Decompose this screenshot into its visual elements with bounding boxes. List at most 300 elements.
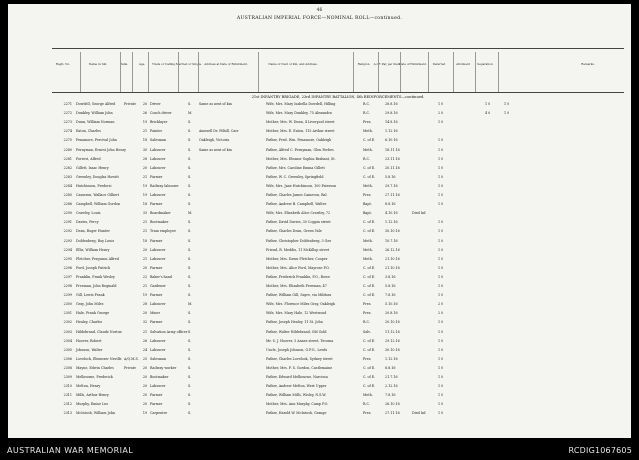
entry-trade: Miner xyxy=(150,311,161,316)
roll-entry xyxy=(52,229,624,235)
entry-mar: S. xyxy=(188,102,192,106)
roll-entry xyxy=(52,266,624,272)
entry-age: 21 xyxy=(142,220,148,225)
roll-entry xyxy=(52,402,624,408)
section-heading: 21st INFANTRY BRIGADE, 23rd INFANTRY BATTALION, 4th REINFORCEMENTS—continued. xyxy=(251,95,425,99)
entry-age: 28 xyxy=(142,156,148,161)
archive-footer xyxy=(0,438,639,460)
entry-addr: Same as next of kin xyxy=(199,102,232,106)
entry-pay: 29.12.16 xyxy=(385,338,400,343)
entry-rel: R.C. xyxy=(363,402,370,407)
entry-pay: 21.7.16 xyxy=(385,375,398,379)
entry-pay: 8.8.16 xyxy=(385,202,396,207)
entry-name: Melbourne, Frederick xyxy=(76,375,113,379)
column-rule xyxy=(80,52,81,92)
entry-name: Franklin, Frank Wesley xyxy=(76,274,115,279)
entry-name: Ellis, William Henry xyxy=(76,247,110,252)
entry-mar: S. xyxy=(188,256,192,261)
entry-pay: 7.8.16 xyxy=(385,393,396,398)
entry-pay: 1.12.16 xyxy=(385,220,398,225)
entry-num: 2275 xyxy=(63,138,72,143)
entry-rel: C. of E. xyxy=(363,138,376,143)
entry-p3: 1 0 xyxy=(485,102,491,106)
entry-mar: S. xyxy=(188,329,192,334)
entry-mar: S. xyxy=(188,375,192,379)
column-header: Address at Date of Enlistment. xyxy=(204,62,248,66)
entry-trade: Labourer xyxy=(150,147,166,152)
entry-rel: Meth. xyxy=(363,393,373,398)
entry-age: 26 xyxy=(142,111,148,116)
entry-pay: 1.12.16 xyxy=(385,356,398,361)
entry-rel: C. of E. xyxy=(363,265,376,270)
entry-addr: Same as next of kin xyxy=(199,147,232,152)
entry-age: 20 xyxy=(142,247,148,252)
entry-trade: Bootmaker xyxy=(150,220,169,225)
entry-kin: Father, Harold W. McIntosh, Grange xyxy=(266,411,327,416)
entry-mar: S. xyxy=(188,238,192,243)
entry-rel: C. of E. xyxy=(363,375,376,379)
entry-kin: Father, Joseph Healey, 11 St. John xyxy=(266,320,323,325)
entry-kin: Wife, Mrs. Mary Dunkley, 75 Alexandra xyxy=(266,111,332,116)
entry-age: 20 xyxy=(142,393,148,398)
entry-rel: Meth. xyxy=(363,147,373,152)
column-header: Name in full. xyxy=(88,62,108,66)
entry-num: 2274 xyxy=(63,129,72,134)
entry-num: 2291 xyxy=(63,220,72,225)
entry-trade: Carpenter xyxy=(150,411,168,416)
entry-kin: Mother, Mrs. F. S. Gordon, Castlemaine xyxy=(266,365,333,370)
entry-num: 2306 xyxy=(63,356,72,361)
entry-trade: Railway labourer xyxy=(150,183,179,188)
entry-trade: Labourer xyxy=(150,302,166,307)
entry-p1: 1 0 xyxy=(438,229,444,234)
entry-p1: 1 0 xyxy=(438,193,444,197)
entry-name: Healey, Charles xyxy=(76,320,103,325)
column-header: Married or Single. xyxy=(175,62,203,66)
entry-age: 33 xyxy=(142,211,148,216)
entry-name: Gill, Lewis Frank xyxy=(76,293,105,298)
entry-rel: R.C. xyxy=(363,320,370,325)
entry-p1: 1 0 xyxy=(438,238,444,243)
roll-entry xyxy=(52,375,624,381)
entry-age: 19 xyxy=(142,120,148,125)
roll-entry xyxy=(52,257,624,263)
entry-trade: Coach driver xyxy=(150,111,172,116)
entry-mar: S. xyxy=(188,411,192,416)
entry-kin: Wife, Mrs. Elizabeth Alice Crawley, 72 xyxy=(266,211,331,216)
entry-age: 21 xyxy=(142,174,148,179)
entry-name: Doldenberg, Roy Louis xyxy=(76,238,115,243)
entry-mar: S. xyxy=(188,138,192,143)
entry-rel: C. of E. xyxy=(363,338,376,343)
entry-age: 30 xyxy=(142,147,148,152)
entry-num: 2283 xyxy=(63,174,72,179)
roll-entry xyxy=(52,330,624,336)
roll-entry xyxy=(52,284,624,290)
entry-mar: S. xyxy=(188,129,192,134)
entry-p1: 1 0 xyxy=(438,274,444,279)
column-header: Trade or Calling. xyxy=(151,62,177,66)
entry-pay: 5.10.16 xyxy=(385,302,398,307)
entry-name: Fernyman, Ernest John Henry xyxy=(76,147,127,152)
entry-mar: S. xyxy=(188,193,192,197)
entry-age: 26 xyxy=(142,338,148,343)
entry-p1: 1 0 xyxy=(438,393,444,398)
entry-name: Dunn, William Norman xyxy=(76,120,115,125)
entry-trade: Painter xyxy=(150,129,163,134)
entry-trade: Bricklayer xyxy=(150,120,168,125)
entry-mar: S. xyxy=(188,202,192,207)
entry-trade: Labourer xyxy=(150,256,166,261)
entry-age: 24 xyxy=(142,347,148,352)
roll-entry xyxy=(52,302,624,308)
entry-name: Crawley, Louis xyxy=(76,211,101,216)
entry-name: Hutchinson, Frederic xyxy=(76,183,112,188)
entry-trade: Driver xyxy=(150,102,161,106)
entry-kin: Mr. S. J. Hoover, 3 Annes street, Tecoma xyxy=(266,338,334,343)
entry-p3: 4 0 xyxy=(485,111,491,116)
entry-addr: Oakleigh, Victoria xyxy=(199,138,230,143)
entry-addr: Amesell Dr. Pilbill, Carr xyxy=(199,129,239,134)
reference-id: RCDIG1067605 xyxy=(568,446,632,455)
entry-mar: S. xyxy=(188,247,192,252)
entry-kin: Father, W. C. Greenley, Springfield xyxy=(266,174,324,179)
entry-kin: Mother, Mrs. Dawn Fletcher, Cooper xyxy=(266,256,328,261)
entry-p1: 1 0 xyxy=(438,183,444,188)
column-rule xyxy=(498,52,499,92)
entry-p4: 1 0 xyxy=(504,111,510,116)
entry-name: Mills, Arthur Henry xyxy=(76,393,109,398)
entry-pay: 5.8.16 xyxy=(385,284,396,288)
column-rule xyxy=(198,52,199,92)
roll-entry xyxy=(52,248,624,254)
entry-pay: 18.11.16 xyxy=(385,147,400,152)
roll-entry xyxy=(52,184,624,190)
entry-date: Died Inf. xyxy=(412,411,427,416)
entry-rel: Meth. xyxy=(363,256,373,261)
entry-kin: Mother, Mrs. Eleanor Sophia Brabant, St. xyxy=(266,156,336,161)
column-rule xyxy=(148,52,149,92)
entry-trade: Labourer xyxy=(150,338,166,343)
column-rule xyxy=(475,52,476,92)
entry-p1: 1 0 xyxy=(438,156,444,161)
entry-kin: Father, Mrs. Caroline Emma Gillett xyxy=(266,165,325,170)
entry-num: 2309 xyxy=(63,375,72,379)
entry-mar: S. xyxy=(188,274,192,279)
entry-pay: 2.12.16 xyxy=(385,384,398,389)
entry-pay: 28.8.16 xyxy=(385,102,398,106)
entry-kin: Father, Frederick Franklin, P.O., Rowe xyxy=(266,274,330,279)
entry-rel: C. of E. xyxy=(363,220,376,225)
entry-pay: 26.10.16 xyxy=(385,402,400,407)
header-bottom-rule xyxy=(52,92,624,93)
entry-num: 2301 xyxy=(63,311,72,316)
entry-mar: M. xyxy=(188,111,193,116)
entry-name: Hildebrand, Claude Norton xyxy=(76,329,122,334)
entry-age: 19 xyxy=(142,193,148,197)
entry-name: Melton, Henry xyxy=(76,384,101,389)
entry-p1: 1 0 xyxy=(438,329,444,334)
entry-name: Dean, Roger Hunter xyxy=(76,229,110,234)
column-header: Age. xyxy=(138,62,146,66)
entry-num: 2271 xyxy=(63,102,72,106)
entry-name: Greenley, Douglas Howitt xyxy=(76,174,119,179)
entry-trade: Labourer xyxy=(150,384,166,389)
entry-num: 2299 xyxy=(63,293,72,298)
entry-pay: 30.10.16 xyxy=(385,347,400,352)
entry-p1: 1 0 xyxy=(438,220,444,225)
roll-entry xyxy=(52,411,624,417)
entry-p1: 1 0 xyxy=(438,356,444,361)
entry-mar: S. xyxy=(188,347,192,352)
entry-age: 21 xyxy=(142,256,148,261)
entry-kin: Father, Andrew Melton, West Upper xyxy=(266,384,327,389)
entry-age: 20 xyxy=(142,165,148,170)
column-header: Deferred xyxy=(432,62,446,66)
entry-mar: S. xyxy=(188,384,192,389)
entry-pay: 20.11.16 xyxy=(385,165,400,170)
entry-pay: 20.8.16 xyxy=(385,311,398,316)
entry-num: 2300 xyxy=(63,302,72,307)
roll-entry xyxy=(52,366,624,372)
roll-entry xyxy=(52,339,624,345)
entry-trade: Salesman xyxy=(150,356,167,361)
entry-name: Lovelock, Ebenezer Neville xyxy=(76,356,122,361)
entry-pay: 14.8.16 xyxy=(385,120,398,125)
entry-num: 2292 xyxy=(63,229,72,234)
roll-entry xyxy=(52,175,624,181)
entry-name: Ford, Joseph Patrick xyxy=(76,265,110,270)
entry-kin: Wife, Mrs. Mary Hale, 12 Westwood xyxy=(266,311,327,316)
roll-entry xyxy=(52,102,624,108)
entry-rel: Bapt. xyxy=(363,211,372,216)
entry-mar: S. xyxy=(188,365,192,370)
entry-rank: Private xyxy=(124,102,136,106)
entry-trade: Farmer xyxy=(150,174,163,179)
entry-trade: Gardener xyxy=(150,284,166,288)
entry-name: Davies, Percy xyxy=(76,220,99,225)
entry-pay: 8.8.16 xyxy=(385,365,396,370)
entry-num: 2297 xyxy=(63,274,72,279)
entry-mar: M. xyxy=(188,302,193,307)
entry-num: 2281 xyxy=(63,156,72,161)
entry-mar: S. xyxy=(188,320,192,325)
entry-kin: Father, Christopher Doldenberg, 3 Gee xyxy=(266,238,332,243)
entry-name: Mayne, Edwin Charles xyxy=(76,365,114,370)
entry-age: 20 xyxy=(142,311,148,316)
entry-pay: 27.11.16 xyxy=(385,411,400,416)
entry-kin: Father, David Davies, 30 Coppin street xyxy=(266,220,331,225)
entry-name: Dunkley, William John xyxy=(76,111,113,116)
entry-num: 2305 xyxy=(63,347,72,352)
entry-rel: C. of E. xyxy=(363,174,376,179)
entry-trade: Baker's hand xyxy=(150,274,172,279)
entry-mar: S. xyxy=(188,183,192,188)
entry-rel: Bapt. xyxy=(363,202,372,207)
entry-rel: Pres. xyxy=(363,302,372,307)
entry-rel: C. of E. xyxy=(363,284,376,288)
roll-entry xyxy=(52,193,624,199)
roll-entry xyxy=(52,311,624,317)
entry-age: 19 xyxy=(142,183,148,188)
entry-mar: S. xyxy=(188,311,192,316)
entry-num: 2298 xyxy=(63,284,72,288)
roll-entry xyxy=(52,239,624,245)
roll-entry xyxy=(52,129,624,135)
entry-rel: C. of E. xyxy=(363,165,376,170)
roll-entry xyxy=(52,111,624,117)
entry-age: 19 xyxy=(142,293,148,298)
entry-rel: C. of E. xyxy=(363,365,376,370)
column-header: Separation xyxy=(477,62,493,66)
entry-pay: 29.8.16 xyxy=(385,111,398,116)
entry-kin: Mother, Mrs. Elizabeth Freeman, 47 xyxy=(266,284,327,288)
roll-entry xyxy=(52,157,624,163)
entry-age: 21 xyxy=(142,229,148,234)
entry-pay: 21.10.16 xyxy=(385,256,400,261)
entry-mar: S. xyxy=(188,229,192,234)
entry-pay: 20.10.16 xyxy=(385,320,400,325)
column-rule xyxy=(353,52,354,92)
entry-age: 20 xyxy=(142,375,148,379)
entry-p1: 1 0 xyxy=(438,375,444,379)
entry-trade: Labourer xyxy=(150,247,166,252)
entry-pay: 23.11.16 xyxy=(385,156,400,161)
roll-entry xyxy=(52,148,624,154)
entry-p1: 1 0 xyxy=(438,293,444,298)
entry-mar: M. xyxy=(188,211,193,216)
entry-mar: S. xyxy=(188,293,192,298)
entry-name: Dowdell, George Alfred xyxy=(76,102,116,106)
entry-rel: C. of E. xyxy=(363,347,376,352)
entry-age: 20 xyxy=(142,365,148,370)
institution-label: AUSTRALIAN WAR MEMORIAL xyxy=(7,446,134,455)
entry-rank: Private xyxy=(124,365,136,370)
entry-name: McIntosh, William John xyxy=(76,411,116,416)
entry-trade: Bootmaker xyxy=(150,375,169,379)
entry-p1: 2 0 xyxy=(438,111,444,116)
entry-mar: S. xyxy=(188,402,192,407)
entry-mar: S. xyxy=(188,338,192,343)
entry-name: Forrest, Alfred xyxy=(76,156,101,161)
page-title: AUSTRALIAN IMPERIAL FORCE—NOMINAL ROLL—continued. xyxy=(236,16,403,21)
entry-trade: Farmer xyxy=(150,293,163,298)
column-rule xyxy=(178,52,179,92)
roll-entry xyxy=(52,202,624,208)
column-rule xyxy=(400,52,401,92)
entry-trade: Labourer xyxy=(150,193,166,197)
entry-rank: A/Q.M.S. xyxy=(124,356,139,361)
entry-kin: Wife, Mrs. Mary Isabella Dowdell, Hilling xyxy=(266,102,336,106)
entry-p1: 1 0 xyxy=(438,284,444,288)
entry-rel: Pres. xyxy=(363,356,372,361)
entry-age: 28 xyxy=(142,302,148,307)
entry-trade: Farmer xyxy=(150,393,163,398)
entry-kin: Uncle, Joseph Johnson, G.P.O., Leeds xyxy=(266,347,328,352)
roll-page xyxy=(8,4,631,438)
roll-entry xyxy=(52,220,624,226)
entry-rel: C. of E. xyxy=(363,293,376,298)
entry-p4: 1 0 xyxy=(504,102,510,106)
entry-num: 2308 xyxy=(63,365,72,370)
entry-mar: S. xyxy=(188,393,192,398)
entry-rel: R.C. xyxy=(363,156,370,161)
entry-p1: 1 0 xyxy=(438,320,444,325)
entry-num: 2296 xyxy=(63,265,72,270)
entry-pay: 30.10.16 xyxy=(385,229,400,234)
entry-p1: 1 0 xyxy=(438,138,444,143)
entry-pay: 7.8.16 xyxy=(385,293,396,298)
entry-mar: S. xyxy=(188,165,192,170)
entry-kin: Father, Andrew B. Campbell, Walter xyxy=(266,202,327,207)
entry-mar: S. xyxy=(188,174,192,179)
entry-trade: Labourer xyxy=(150,156,166,161)
roll-entry xyxy=(52,138,624,144)
page-number: 46 xyxy=(316,8,323,13)
roll-entry xyxy=(52,393,624,399)
entry-kin: Mother, Mrs. Ann Murphy, Camp P.O. xyxy=(266,402,329,407)
entry-kin: Mother, Mrs. W. Dunn, 4 Liverpool street xyxy=(266,120,335,125)
entry-pay: 6.10.16 xyxy=(385,138,398,143)
roll-entry xyxy=(52,348,624,354)
entry-kin: Father, Alfred C. Fernyman, Glen Forbes xyxy=(266,147,334,152)
entry-trade: Salvation Army officer xyxy=(150,329,188,334)
entry-num: 2304 xyxy=(63,338,72,343)
entry-num: 2282 xyxy=(63,165,72,170)
entry-kin: Wife, Mrs. Florence Miles Gray, Oakleigh xyxy=(266,302,336,307)
entry-pay: 3.8.16 xyxy=(385,274,396,279)
entry-rel: Pres. xyxy=(363,120,372,125)
roll-entry xyxy=(52,320,624,326)
entry-p1: 1 0 xyxy=(438,147,444,152)
column-rule xyxy=(428,52,429,92)
entry-pay: 5.8.16 xyxy=(385,174,396,179)
entry-p1: 1 0 xyxy=(438,247,444,252)
entry-kin: Friend, R. Meddis, 11 McKillop street xyxy=(266,247,330,252)
entry-rel: Pres. xyxy=(363,411,372,416)
entry-trade: Salesman xyxy=(150,138,167,143)
entry-num: 2313 xyxy=(63,411,72,416)
entry-name: Eaton, Charles xyxy=(76,129,101,134)
entry-kin: Father, Fred. Wm. Fenamore, Oakleigh xyxy=(266,138,332,143)
entry-name: Fletcher, Ferguson Alfred xyxy=(76,256,119,261)
entry-name: Gray, John Miles xyxy=(76,302,104,307)
entry-age: 18 xyxy=(142,138,148,143)
entry-kin: Father, Charles James Cameron, Bal xyxy=(266,193,327,197)
entry-kin: Mother, Mrs. E. Eaton, 115 Arthur street xyxy=(266,129,335,134)
entry-p1: 1 0 xyxy=(438,102,444,106)
column-rule xyxy=(258,52,259,92)
column-header: Remarks. xyxy=(581,62,595,66)
entry-kin: Father, Charles Lovelock, Sydney street xyxy=(266,356,333,361)
entry-rel: Pres. xyxy=(363,193,372,197)
entry-trade: Farmer xyxy=(150,402,163,407)
entry-trade: Labourer xyxy=(150,347,166,352)
entry-rel: R.C. xyxy=(363,102,370,106)
entry-age: 20 xyxy=(142,102,148,106)
entry-num: 2310 xyxy=(63,384,72,389)
entry-kin: Father, William Gill, Sayre, via Mildura xyxy=(266,293,332,298)
entry-trade: Labourer xyxy=(150,165,166,170)
entry-p1: 1 0 xyxy=(438,411,444,416)
entry-age: 32 xyxy=(142,320,148,325)
entry-num: 2312 xyxy=(63,402,72,407)
roll-entry xyxy=(52,120,624,126)
entry-trade: Railway worker xyxy=(150,365,177,370)
column-header: A.I.F. Pay per diem xyxy=(373,62,401,66)
entry-p1: 1 0 xyxy=(438,338,444,343)
entry-rel: Meth. xyxy=(363,238,373,243)
